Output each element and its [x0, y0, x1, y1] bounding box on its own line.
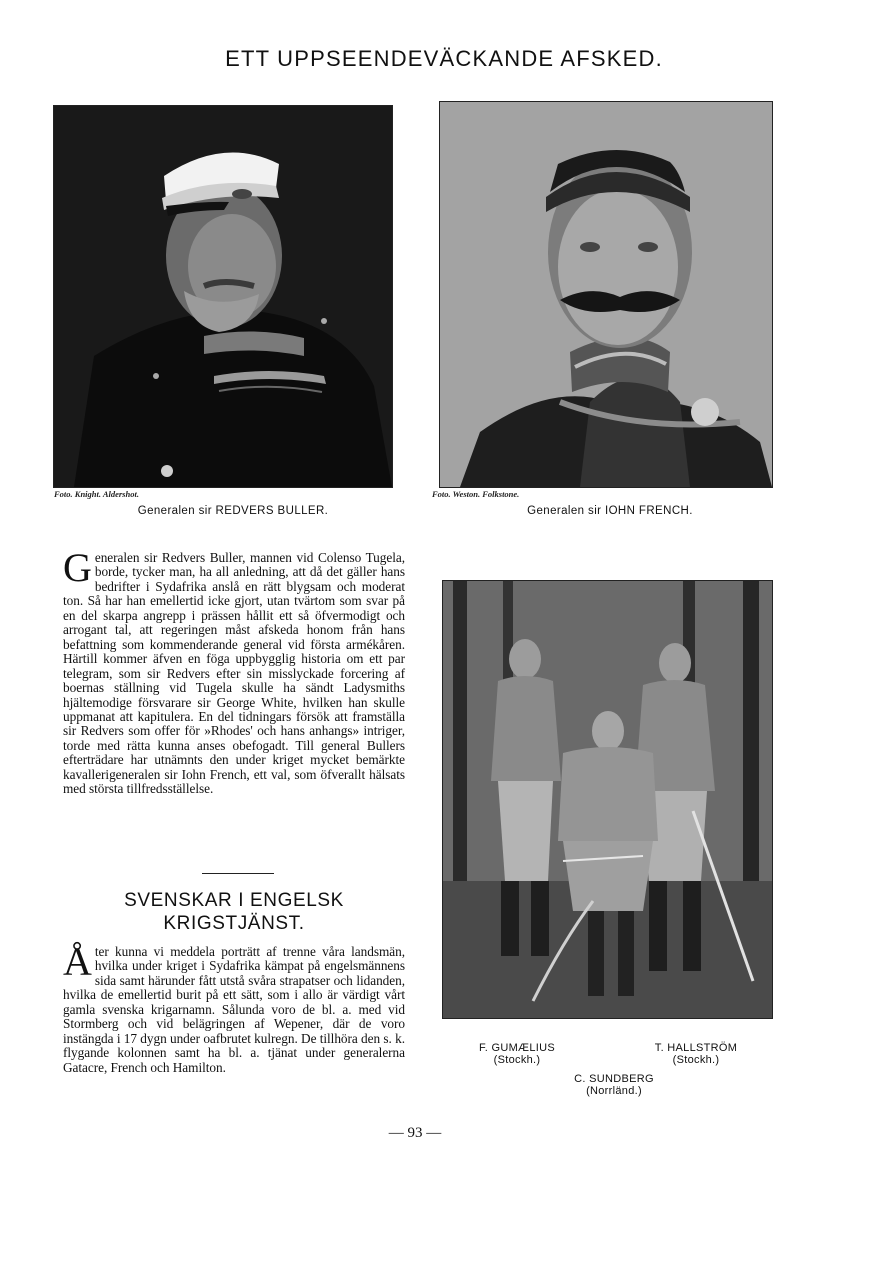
page-number: — 93 —: [388, 1125, 442, 1141]
name-hallstrom: [638, 1042, 754, 1066]
name-hallstrom-label: T. HALLSTRÖM: [654, 1042, 738, 1054]
dropcap-a: Å: [63, 939, 92, 984]
name-gumaelius: [462, 1042, 572, 1066]
group-photo-image: [443, 581, 772, 1018]
caption-french: Generalen sir IOHN FRENCH.: [527, 505, 693, 517]
photo-credit-french: Foto. Weston. Folkstone.: [432, 489, 520, 499]
photo-redvers-buller: [53, 105, 393, 488]
name-hallstrom-origin: (Stockh.): [672, 1054, 720, 1066]
section-body-text: ter kunna vi meddela porträtt af trenne våra landsmän, hvilka under kriget i Sydafrika kämpat på engelsmännens sida samt härunder fått utstå svåra strapatser och lidanden, hvilka de emellertid burit på ett sätt, som i allo är värdigt vårt gamla svenska krigarnamn. Sålunda voro de bl. a. med vid Stormberg och vid belägringen af Wepener, där de voro instängda i 17 dygn under oafbrutet kulregn. De tillhöra den s. k. flygande kolonnen samt ha bl. a. tjänat under generalerna Gatacre, French och Hamilton.: [63, 944, 405, 1075]
portrait-french-image: [440, 102, 772, 487]
name-gumaelius-origin: (Stockh.): [493, 1054, 541, 1066]
name-gumaelius-label: F. GUMÆLIUS: [478, 1042, 556, 1054]
caption-buller: Generalen sir REDVERS BULLER.: [137, 505, 329, 517]
page-title: ETT UPPSEENDEVÄCKANDE AFSKED.: [225, 46, 663, 71]
photo-swedish-soldiers: [442, 580, 773, 1019]
name-sundberg-origin: (Norrländ.): [586, 1085, 642, 1097]
name-sundberg-label: C. SUNDBERG: [574, 1073, 654, 1085]
article-buller: [63, 545, 405, 797]
portrait-buller-image: [54, 106, 392, 487]
photo-john-french: [439, 101, 773, 488]
section-divider: [202, 873, 274, 874]
dropcap-g: G: [63, 545, 92, 590]
name-sundberg: [556, 1073, 672, 1097]
article-body: eneralen sir Redvers Buller, mannen vid Colenso Tugela, borde, tycker man, ha all anledning, att då det gäller hans bedrifter i Sydafrika anslå en rätt blygsam och moderat ton. Så har han emellertid icke gjort, utan tvärtom som svar på en del skarpa angrepp i prässen hållit ett så öfvermodigt och arrogant tal, att regeringen måst afskeda honom från hans befattning som kommenderande general vid första armékåren. Härtill kommer äfven en föga uppbygglig historia om ett par telegram, som sir Redvers efter sin misslyckade forcering af boernas ställning vid Tugela skulle ha sändt Ladysmiths hjältemodige försvarare sir George White, hvilken han skulle uppmanat att kapitulera. En del tidningars försök att framställa sir Redvers som offer för »Rhodes' och hans anhangs» intriger, torde med rätta kunna anses obefogadt. Till general Bullers efterträdare har utnämnts den under kriget mycket bemärkte kavallerigeneralen sir Iohn French, ett val, som öfverallt hälsats med största tillfredsställelse.: [63, 550, 405, 797]
photo-credit-buller: Foto. Knight. Aldershot.: [54, 489, 139, 499]
section-heading: SVENSKAR I ENGELSK KRIGSTJÄNST.: [124, 890, 344, 934]
section-body: [63, 939, 405, 1075]
